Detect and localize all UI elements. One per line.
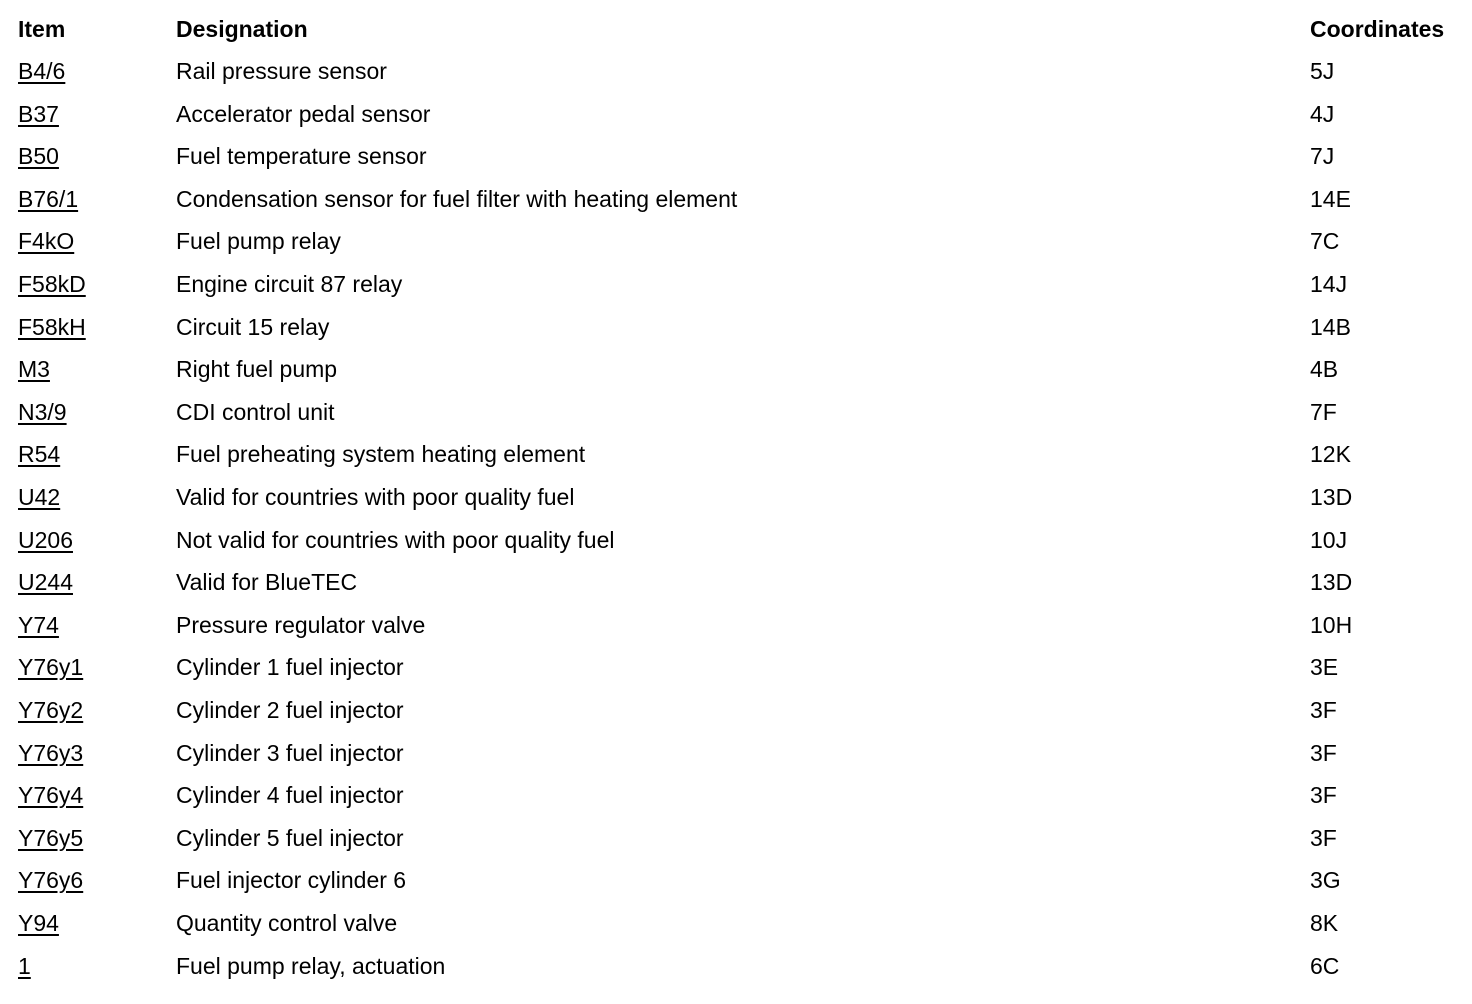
- table-row: [0, 178, 1472, 220]
- item-link[interactable]: B50: [18, 143, 59, 169]
- designation-text: Valid for countries with poor quality fuel: [176, 484, 575, 510]
- table-row: [0, 50, 1472, 92]
- item-link[interactable]: U42: [18, 484, 61, 510]
- item-link[interactable]: R54: [18, 441, 61, 467]
- coordinates-text: 3G: [1310, 867, 1341, 893]
- designation-text: Quantity control valve: [176, 910, 398, 936]
- item-link[interactable]: U206: [18, 527, 73, 553]
- coordinates-text: 3F: [1310, 740, 1337, 766]
- item-link[interactable]: B37: [18, 101, 59, 127]
- coordinates-text: 13D: [1310, 569, 1353, 595]
- table-row: [0, 902, 1472, 944]
- designation-text: Cylinder 3 fuel injector: [176, 740, 404, 766]
- table-row: [0, 220, 1472, 262]
- coordinates-text: 14E: [1310, 186, 1351, 212]
- item-link[interactable]: Y76y2: [18, 697, 84, 723]
- coordinates-text: 4J: [1310, 101, 1335, 127]
- designation-text: Fuel pump relay: [176, 228, 341, 254]
- table-row: [0, 774, 1472, 816]
- designation-text: Condensation sensor for fuel filter with heating element: [176, 186, 738, 212]
- coordinates-text: 10H: [1310, 612, 1353, 638]
- designation-text: Right fuel pump: [176, 356, 338, 382]
- coordinates-text: 3F: [1310, 782, 1337, 808]
- coordinates-text: 14B: [1310, 314, 1351, 340]
- table-row: [0, 732, 1472, 774]
- item-link[interactable]: U244: [18, 569, 73, 595]
- table-row: [0, 135, 1472, 177]
- coordinates-text: 4B: [1310, 356, 1339, 382]
- designation-text: Cylinder 5 fuel injector: [176, 825, 404, 851]
- coordinates-text: 10J: [1310, 527, 1348, 553]
- table-row: [0, 604, 1472, 646]
- coordinates-text: 3E: [1310, 654, 1339, 680]
- coordinates-text: 7C: [1310, 228, 1340, 254]
- item-link[interactable]: Y76y1: [18, 654, 84, 680]
- item-link[interactable]: Y94: [18, 910, 59, 936]
- header-item: Item: [18, 16, 66, 42]
- table-row: [0, 859, 1472, 901]
- coordinates-text: 5J: [1310, 58, 1335, 84]
- designation-text: Cylinder 1 fuel injector: [176, 654, 404, 680]
- coordinates-text: 6C: [1310, 953, 1340, 979]
- designation-text: Circuit 15 relay: [176, 314, 330, 340]
- table-row: [0, 263, 1472, 305]
- table-header-row: [0, 8, 1472, 50]
- coordinates-text: 3F: [1310, 697, 1337, 723]
- item-link[interactable]: F4kO: [18, 228, 75, 254]
- table-row: [0, 476, 1472, 518]
- table-row: [0, 433, 1472, 475]
- coordinates-text: 12K: [1310, 441, 1351, 467]
- designation-text: Accelerator pedal sensor: [176, 101, 431, 127]
- designation-text: Not valid for countries with poor quality fuel: [176, 527, 615, 553]
- table-row: [0, 519, 1472, 561]
- header-coordinates: Coordinates: [1310, 16, 1445, 42]
- item-link[interactable]: 1: [18, 953, 31, 979]
- table-row: [0, 646, 1472, 688]
- designation-text: Fuel temperature sensor: [176, 143, 427, 169]
- header-designation: Designation: [176, 16, 308, 42]
- table-row: [0, 93, 1472, 135]
- designation-text: Pressure regulator valve: [176, 612, 426, 638]
- table-row: [0, 306, 1472, 348]
- item-link[interactable]: Y74: [18, 612, 59, 638]
- item-link[interactable]: Y76y4: [18, 782, 84, 808]
- designation-text: Valid for BlueTEC: [176, 569, 358, 595]
- item-link[interactable]: F58kH: [18, 314, 86, 340]
- designation-text: Cylinder 4 fuel injector: [176, 782, 404, 808]
- coordinates-text: 14J: [1310, 271, 1348, 297]
- designation-text: CDI control unit: [176, 399, 335, 425]
- coordinates-text: 3F: [1310, 825, 1337, 851]
- designation-text: Engine circuit 87 relay: [176, 271, 403, 297]
- table-row: [0, 945, 1472, 987]
- item-link[interactable]: B76/1: [18, 186, 79, 212]
- item-link[interactable]: Y76y5: [18, 825, 84, 851]
- coordinates-text: 7F: [1310, 399, 1337, 425]
- table-row: [0, 817, 1472, 859]
- coordinates-text: 7J: [1310, 143, 1335, 169]
- item-link[interactable]: Y76y6: [18, 867, 84, 893]
- item-link[interactable]: Y76y3: [18, 740, 84, 766]
- item-link[interactable]: B4/6: [18, 58, 66, 84]
- item-link[interactable]: N3/9: [18, 399, 67, 425]
- table-row: [0, 689, 1472, 731]
- designation-text: Fuel pump relay, actuation: [176, 953, 446, 979]
- coordinates-text: 8K: [1310, 910, 1339, 936]
- table-row: [0, 391, 1472, 433]
- table-row: [0, 561, 1472, 603]
- item-link[interactable]: F58kD: [18, 271, 86, 297]
- designation-text: Fuel injector cylinder 6: [176, 867, 407, 893]
- designation-text: Rail pressure sensor: [176, 58, 387, 84]
- table-row: [0, 348, 1472, 390]
- designation-text: Fuel preheating system heating element: [176, 441, 586, 467]
- designation-text: Cylinder 2 fuel injector: [176, 697, 404, 723]
- coordinates-text: 13D: [1310, 484, 1353, 510]
- item-link[interactable]: M3: [18, 356, 50, 382]
